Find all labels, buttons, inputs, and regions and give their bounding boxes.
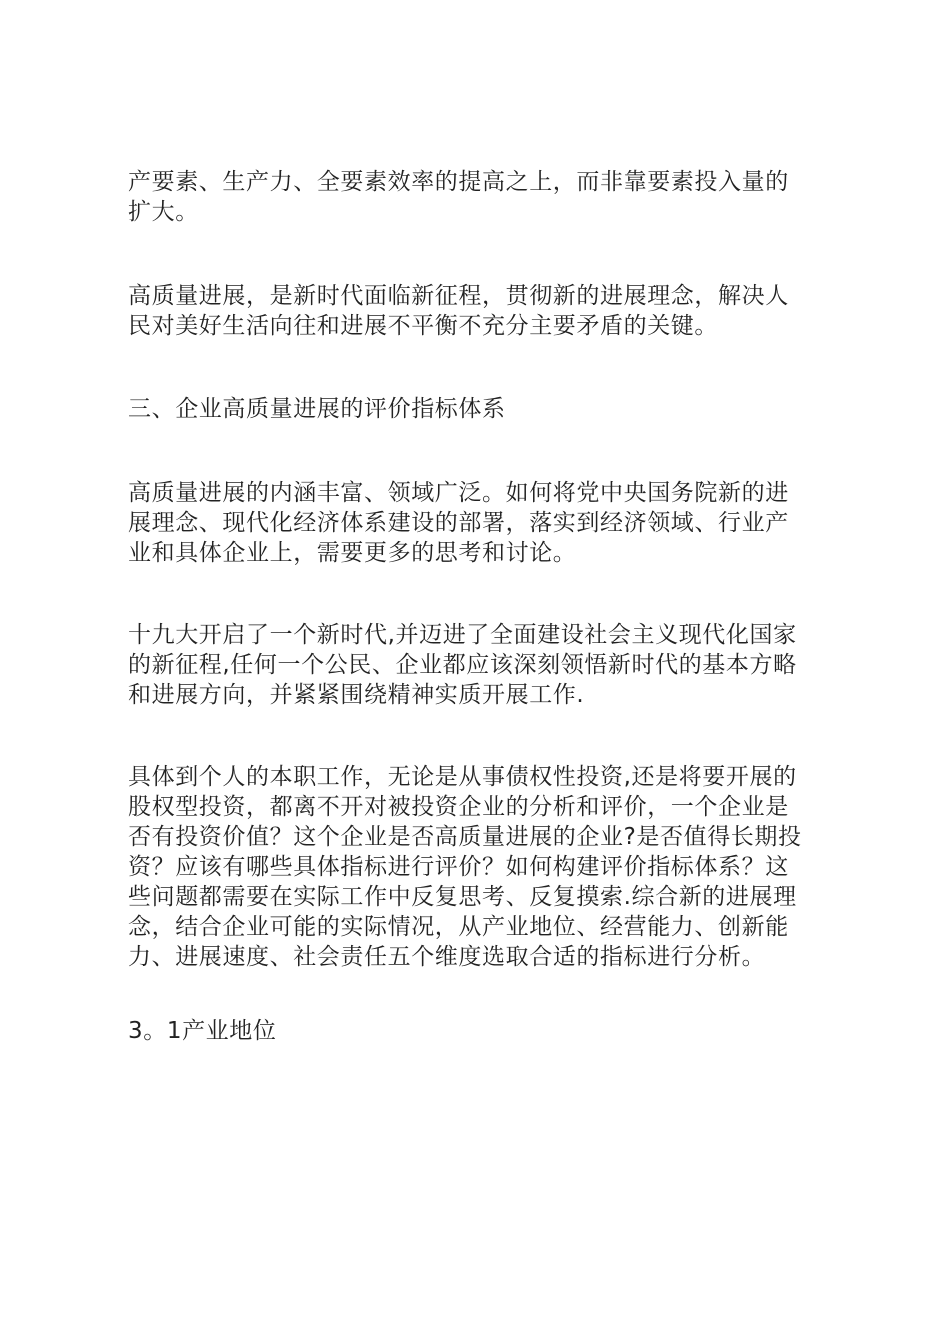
subsection-heading: 3。1产业地位 xyxy=(128,1018,277,1044)
section-heading: 三、企业高质量进展的评价指标体系 xyxy=(128,396,506,422)
paragraph: 高质量进展，是新时代面临新征程，贯彻新的进展理念，解决人 民对美好生活向往和进展不平衡不充分主要矛盾的关键。 xyxy=(128,283,789,339)
paragraph: 产要素、生产力、全要素效率的提高之上，而非靠要素投入量的 扩大。 xyxy=(128,169,789,225)
paragraph: 具体到个人的本职工作，无论是从事债权性投资,还是将要开展的 股权型投资，都离不开对被投资企业的分析和评价，一个企业是 否有投资价值？这个企业是否高质量进展的企业?是否值得长期投 资？应该有哪些具体指标进行评价？如何构建评价指标体系？这 些问题都需要在实际工作中反复思考、反复摸索.综合新的进展理 念，结合企业可能的实际情况，从产业地位、经营能力、创新能 力、进展速度、社会责任五个维度选取合适的指标进行分析。 xyxy=(128,764,802,970)
paragraph: 高质量进展的内涵丰富、领域广泛。如何将党中央国务院新的进 展理念、现代化经济体系建设的部署，落实到经济领域、行业产 业和具体企业上，需要更多的思考和讨论。 xyxy=(128,480,789,566)
paragraph: 十九大开启了一个新时代,并迈进了全面建设社会主义现代化国家 的新征程,任何一个公民、企业都应该深刻领悟新时代的基本方略 和进展方向，并紧紧围绕精神实质开展工作. xyxy=(128,622,797,708)
